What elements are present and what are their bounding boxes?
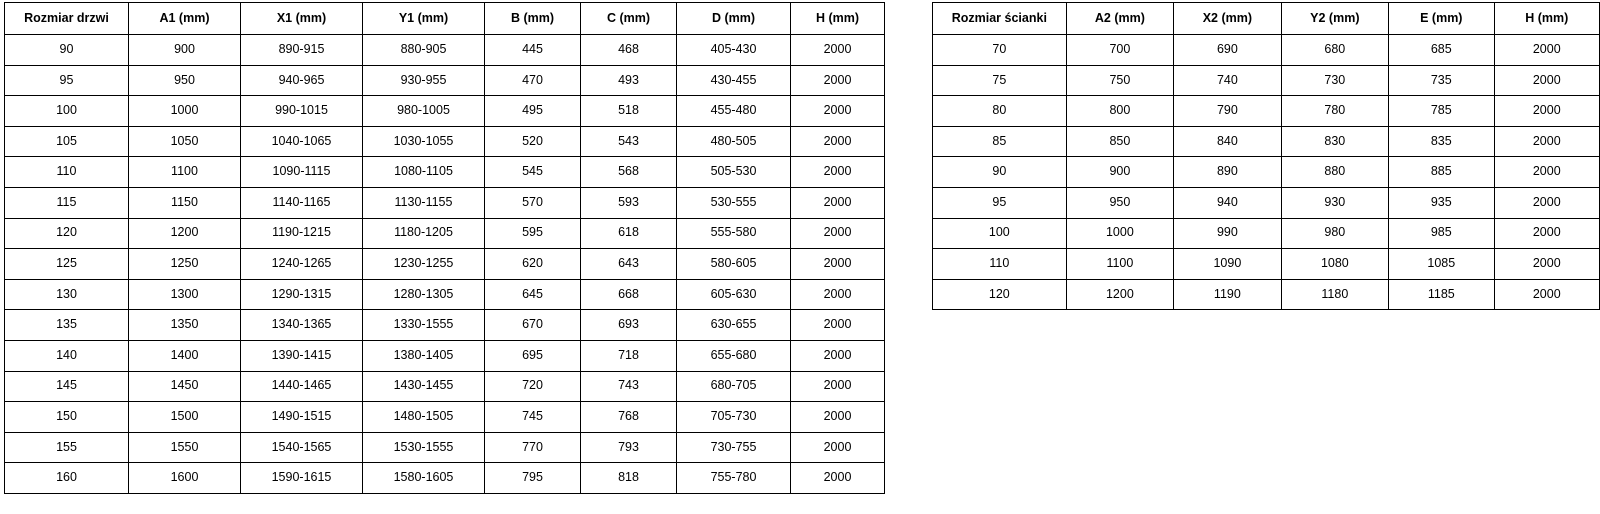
walls-cell: 785 (1389, 96, 1494, 127)
doors-cell: 543 (581, 126, 677, 157)
doors-cell: 880-905 (363, 35, 485, 66)
doors-cell: 1400 (129, 340, 241, 371)
table-row (933, 96, 1600, 127)
doors-cell: 115 (5, 187, 129, 218)
walls-cell: 1090 (1174, 249, 1281, 280)
table-row (5, 157, 885, 188)
doors-cell: 793 (581, 432, 677, 463)
doors-cell: 743 (581, 371, 677, 402)
walls-header-cell: H (mm) (1494, 3, 1599, 35)
doors-cell: 655-680 (677, 340, 791, 371)
doors-cell: 2000 (791, 340, 885, 371)
walls-cell: 1080 (1281, 249, 1388, 280)
doors-cell: 593 (581, 187, 677, 218)
doors-cell: 1080-1105 (363, 157, 485, 188)
walls-cell: 885 (1389, 157, 1494, 188)
walls-header-cell: Rozmiar ścianki (933, 3, 1067, 35)
doors-cell: 1340-1365 (241, 310, 363, 341)
walls-cell: 95 (933, 187, 1067, 218)
walls-cell: 100 (933, 218, 1067, 249)
doors-cell: 405-430 (677, 35, 791, 66)
walls-cell: 850 (1066, 126, 1173, 157)
walls-cell: 685 (1389, 35, 1494, 66)
doors-header-cell: Rozmiar drzwi (5, 3, 129, 35)
table-row (5, 432, 885, 463)
doors-cell: 95 (5, 65, 129, 96)
walls-table-container (932, 2, 1600, 310)
doors-cell: 818 (581, 463, 677, 494)
table-row (5, 402, 885, 433)
doors-cell: 130 (5, 279, 129, 310)
doors-cell: 110 (5, 157, 129, 188)
doors-cell: 455-480 (677, 96, 791, 127)
doors-cell: 705-730 (677, 402, 791, 433)
walls-cell: 690 (1174, 35, 1281, 66)
doors-cell: 670 (485, 310, 581, 341)
doors-cell: 1480-1505 (363, 402, 485, 433)
table-row (933, 65, 1600, 96)
doors-cell: 105 (5, 126, 129, 157)
walls-cell: 800 (1066, 96, 1173, 127)
doors-cell: 430-455 (677, 65, 791, 96)
doors-cell: 2000 (791, 65, 885, 96)
doors-cell: 1380-1405 (363, 340, 485, 371)
doors-cell: 150 (5, 402, 129, 433)
doors-cell: 990-1015 (241, 96, 363, 127)
walls-header-cell: Y2 (mm) (1281, 3, 1388, 35)
doors-cell: 643 (581, 249, 677, 280)
walls-cell: 950 (1066, 187, 1173, 218)
walls-cell: 2000 (1494, 157, 1599, 188)
table-row (933, 126, 1600, 157)
walls-cell: 750 (1066, 65, 1173, 96)
doors-cell: 2000 (791, 463, 885, 494)
walls-cell: 980 (1281, 218, 1388, 249)
doors-cell: 1450 (129, 371, 241, 402)
doors-cell: 1150 (129, 187, 241, 218)
doors-cell: 530-555 (677, 187, 791, 218)
doors-dimensions-table (4, 2, 885, 494)
walls-table-body (933, 35, 1600, 310)
walls-cell: 735 (1389, 65, 1494, 96)
doors-cell: 155 (5, 432, 129, 463)
table-row (933, 187, 1600, 218)
doors-cell: 120 (5, 218, 129, 249)
walls-cell: 110 (933, 249, 1067, 280)
doors-cell: 1030-1055 (363, 126, 485, 157)
table-row (5, 126, 885, 157)
doors-cell: 718 (581, 340, 677, 371)
walls-cell: 80 (933, 96, 1067, 127)
doors-cell: 1300 (129, 279, 241, 310)
doors-cell: 580-605 (677, 249, 791, 280)
doors-cell: 1180-1205 (363, 218, 485, 249)
walls-cell: 780 (1281, 96, 1388, 127)
doors-cell: 1580-1605 (363, 463, 485, 494)
doors-cell: 768 (581, 402, 677, 433)
doors-table-head (5, 3, 885, 35)
doors-cell: 545 (485, 157, 581, 188)
doors-cell: 605-630 (677, 279, 791, 310)
doors-cell: 930-955 (363, 65, 485, 96)
walls-cell: 90 (933, 157, 1067, 188)
doors-cell: 2000 (791, 187, 885, 218)
doors-cell: 495 (485, 96, 581, 127)
walls-cell: 1200 (1066, 279, 1173, 310)
doors-cell: 1280-1305 (363, 279, 485, 310)
walls-cell: 75 (933, 65, 1067, 96)
doors-cell: 595 (485, 218, 581, 249)
doors-cell: 950 (129, 65, 241, 96)
doors-cell: 795 (485, 463, 581, 494)
walls-cell: 85 (933, 126, 1067, 157)
doors-cell: 125 (5, 249, 129, 280)
table-row (5, 249, 885, 280)
doors-cell: 493 (581, 65, 677, 96)
doors-cell: 1290-1315 (241, 279, 363, 310)
table-header-row (933, 3, 1600, 35)
walls-cell: 2000 (1494, 279, 1599, 310)
table-row (5, 371, 885, 402)
doors-cell: 2000 (791, 279, 885, 310)
doors-cell: 1190-1215 (241, 218, 363, 249)
doors-cell: 1550 (129, 432, 241, 463)
doors-cell: 505-530 (677, 157, 791, 188)
doors-header-cell: C (mm) (581, 3, 677, 35)
doors-cell: 1250 (129, 249, 241, 280)
doors-cell: 2000 (791, 96, 885, 127)
walls-cell: 835 (1389, 126, 1494, 157)
doors-table-container (4, 2, 885, 494)
doors-cell: 2000 (791, 35, 885, 66)
table-row (5, 279, 885, 310)
table-row (5, 35, 885, 66)
doors-cell: 680-705 (677, 371, 791, 402)
doors-cell: 2000 (791, 157, 885, 188)
doors-header-cell: A1 (mm) (129, 3, 241, 35)
doors-cell: 100 (5, 96, 129, 127)
doors-cell: 1600 (129, 463, 241, 494)
walls-cell: 730 (1281, 65, 1388, 96)
doors-table-body (5, 35, 885, 494)
walls-cell: 935 (1389, 187, 1494, 218)
walls-cell: 70 (933, 35, 1067, 66)
doors-cell: 980-1005 (363, 96, 485, 127)
doors-cell: 468 (581, 35, 677, 66)
doors-cell: 620 (485, 249, 581, 280)
table-row (933, 279, 1600, 310)
doors-cell: 1000 (129, 96, 241, 127)
doors-cell: 1350 (129, 310, 241, 341)
walls-table-head (933, 3, 1600, 35)
walls-header-cell: A2 (mm) (1066, 3, 1173, 35)
doors-cell: 1490-1515 (241, 402, 363, 433)
table-row (5, 187, 885, 218)
walls-cell: 1185 (1389, 279, 1494, 310)
table-header-row (5, 3, 885, 35)
doors-cell: 1390-1415 (241, 340, 363, 371)
table-row (933, 249, 1600, 280)
doors-cell: 140 (5, 340, 129, 371)
walls-cell: 1190 (1174, 279, 1281, 310)
doors-cell: 1540-1565 (241, 432, 363, 463)
walls-cell: 2000 (1494, 187, 1599, 218)
doors-cell: 1430-1455 (363, 371, 485, 402)
doors-cell: 1200 (129, 218, 241, 249)
doors-cell: 745 (485, 402, 581, 433)
table-row (933, 218, 1600, 249)
doors-cell: 693 (581, 310, 677, 341)
doors-cell: 890-915 (241, 35, 363, 66)
walls-cell: 2000 (1494, 35, 1599, 66)
walls-header-cell: E (mm) (1389, 3, 1494, 35)
table-row (5, 96, 885, 127)
doors-cell: 720 (485, 371, 581, 402)
table-row (5, 310, 885, 341)
table-row (5, 340, 885, 371)
doors-cell: 1230-1255 (363, 249, 485, 280)
doors-cell: 445 (485, 35, 581, 66)
walls-cell: 840 (1174, 126, 1281, 157)
walls-cell: 940 (1174, 187, 1281, 218)
walls-cell: 985 (1389, 218, 1494, 249)
walls-cell: 1085 (1389, 249, 1494, 280)
doors-cell: 900 (129, 35, 241, 66)
doors-header-cell: H (mm) (791, 3, 885, 35)
doors-cell: 160 (5, 463, 129, 494)
walls-cell: 700 (1066, 35, 1173, 66)
doors-cell: 555-580 (677, 218, 791, 249)
doors-cell: 2000 (791, 371, 885, 402)
table-row (5, 65, 885, 96)
table-row (5, 463, 885, 494)
doors-cell: 2000 (791, 218, 885, 249)
doors-cell: 135 (5, 310, 129, 341)
walls-header-cell: X2 (mm) (1174, 3, 1281, 35)
table-row (933, 35, 1600, 66)
walls-cell: 900 (1066, 157, 1173, 188)
walls-cell: 880 (1281, 157, 1388, 188)
doors-cell: 1040-1065 (241, 126, 363, 157)
doors-cell: 630-655 (677, 310, 791, 341)
doors-cell: 1590-1615 (241, 463, 363, 494)
doors-cell: 1240-1265 (241, 249, 363, 280)
doors-cell: 2000 (791, 310, 885, 341)
walls-cell: 1100 (1066, 249, 1173, 280)
doors-header-cell: Y1 (mm) (363, 3, 485, 35)
walls-cell: 790 (1174, 96, 1281, 127)
doors-cell: 1130-1155 (363, 187, 485, 218)
walls-cell: 1180 (1281, 279, 1388, 310)
doors-cell: 520 (485, 126, 581, 157)
doors-cell: 645 (485, 279, 581, 310)
walls-cell: 2000 (1494, 65, 1599, 96)
doors-header-cell: X1 (mm) (241, 3, 363, 35)
walls-cell: 1000 (1066, 218, 1173, 249)
doors-cell: 570 (485, 187, 581, 218)
doors-cell: 668 (581, 279, 677, 310)
doors-cell: 2000 (791, 126, 885, 157)
doors-cell: 755-780 (677, 463, 791, 494)
doors-cell: 568 (581, 157, 677, 188)
doors-cell: 1440-1465 (241, 371, 363, 402)
walls-cell: 740 (1174, 65, 1281, 96)
doors-cell: 90 (5, 35, 129, 66)
doors-cell: 480-505 (677, 126, 791, 157)
walls-cell: 2000 (1494, 126, 1599, 157)
doors-cell: 1500 (129, 402, 241, 433)
doors-cell: 470 (485, 65, 581, 96)
table-row (933, 157, 1600, 188)
doors-cell: 1100 (129, 157, 241, 188)
doors-cell: 145 (5, 371, 129, 402)
doors-cell: 730-755 (677, 432, 791, 463)
doors-cell: 1530-1555 (363, 432, 485, 463)
doors-header-cell: D (mm) (677, 3, 791, 35)
doors-cell: 1050 (129, 126, 241, 157)
walls-cell: 680 (1281, 35, 1388, 66)
table-row (5, 218, 885, 249)
doors-cell: 940-965 (241, 65, 363, 96)
doors-cell: 618 (581, 218, 677, 249)
walls-cell: 830 (1281, 126, 1388, 157)
walls-cell: 120 (933, 279, 1067, 310)
doors-cell: 518 (581, 96, 677, 127)
walls-dimensions-table (932, 2, 1600, 310)
walls-cell: 2000 (1494, 96, 1599, 127)
doors-cell: 1090-1115 (241, 157, 363, 188)
walls-cell: 930 (1281, 187, 1388, 218)
walls-cell: 890 (1174, 157, 1281, 188)
walls-cell: 2000 (1494, 218, 1599, 249)
doors-cell: 695 (485, 340, 581, 371)
doors-cell: 2000 (791, 402, 885, 433)
doors-header-cell: B (mm) (485, 3, 581, 35)
doors-cell: 1140-1165 (241, 187, 363, 218)
walls-cell: 990 (1174, 218, 1281, 249)
doors-cell: 770 (485, 432, 581, 463)
doors-cell: 1330-1555 (363, 310, 485, 341)
doors-cell: 2000 (791, 249, 885, 280)
doors-cell: 2000 (791, 432, 885, 463)
walls-cell: 2000 (1494, 249, 1599, 280)
